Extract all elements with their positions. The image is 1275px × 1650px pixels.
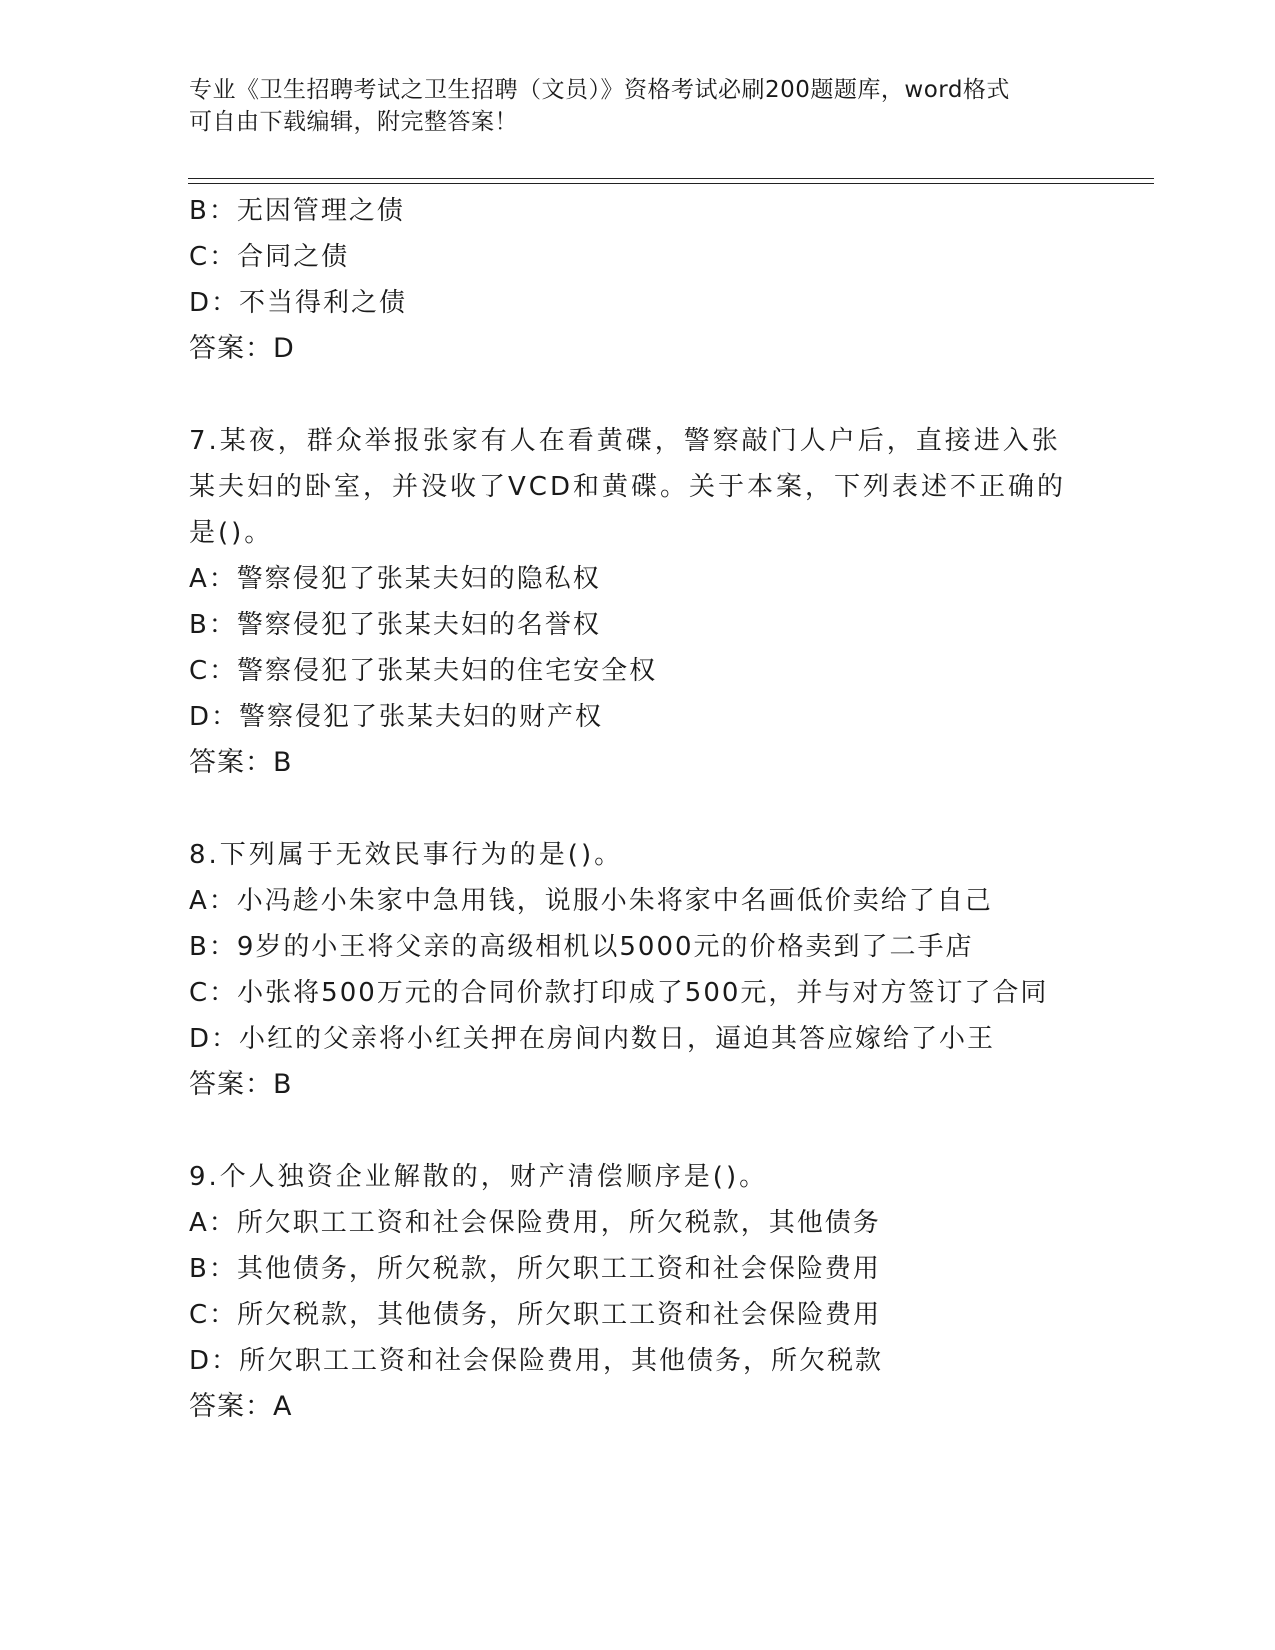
option-b: B：9岁的小王将父亲的高级相机以5000元的价格卖到了二手店 — [189, 932, 974, 962]
option-b: B：其他债务，所欠税款，所欠职工工资和社会保险费用 — [189, 1254, 881, 1284]
question-line: 是()。 — [189, 518, 274, 548]
header-divider-top — [188, 178, 1154, 179]
question-block-9 — [189, 1154, 1089, 1430]
answer-line: 答案：D — [189, 333, 295, 364]
option-b: B：警察侵犯了张某夫妇的名誉权 — [189, 610, 601, 640]
option-a: A：所欠职工工资和社会保险费用，所欠税款，其他债务 — [189, 1208, 881, 1238]
answer-line: 答案：A — [189, 1391, 293, 1422]
option-a: A：警察侵犯了张某夫妇的隐私权 — [189, 564, 601, 594]
option-d: D：小红的父亲将小红关押在房间内数日，逼迫其答应嫁给了小王 — [189, 1024, 996, 1054]
option-b: B：无因管理之债 — [189, 196, 405, 226]
option-c: C：小张将500万元的合同价款打印成了500元，并与对方签订了合同 — [189, 978, 1049, 1008]
answer-line: 答案：B — [189, 1069, 293, 1100]
question-block-7 — [189, 418, 1089, 786]
question-text — [189, 1154, 1089, 1200]
option-d: D：不当得利之债 — [189, 288, 408, 318]
question-line: 7.某夜，群众举报张家有人在看黄碟，警察敲门人户后，直接进入张 — [189, 426, 1061, 456]
header-line-1: 专业《卫生招聘考试之卫生招聘（文员）》资格考试必刷200题题库，word格式 — [189, 77, 1010, 103]
answer-line: 答案：B — [189, 747, 293, 778]
header-divider-bottom — [188, 183, 1154, 184]
option-c: C：所欠税款，其他债务，所欠职工工资和社会保险费用 — [189, 1300, 882, 1330]
question-list — [189, 188, 1089, 1430]
option-d: D：警察侵犯了张某夫妇的财产权 — [189, 702, 604, 732]
option-c: C：合同之债 — [189, 242, 350, 272]
option-c: C：警察侵犯了张某夫妇的住宅安全权 — [189, 656, 658, 686]
question-text — [189, 832, 1089, 878]
question-block-8 — [189, 832, 1089, 1108]
document-header — [189, 74, 1069, 138]
option-d: D：所欠职工工资和社会保险费用，其他债务，所欠税款 — [189, 1346, 884, 1376]
question-line: 8.下列属于无效民事行为的是()。 — [189, 840, 624, 870]
header-line-2: 可自由下载编辑，附完整答案！ — [189, 109, 518, 135]
question-text — [189, 418, 1089, 556]
question-block-6 — [189, 188, 1089, 372]
question-line: 某夫妇的卧室，并没收了VCD和黄碟。关于本案，下列表述不正确的 — [189, 472, 1066, 502]
option-a: A：小冯趁小朱家中急用钱，说服小朱将家中名画低价卖给了自己 — [189, 886, 993, 916]
question-line: 9.个人独资企业解散的，财产清偿顺序是()。 — [189, 1162, 769, 1192]
